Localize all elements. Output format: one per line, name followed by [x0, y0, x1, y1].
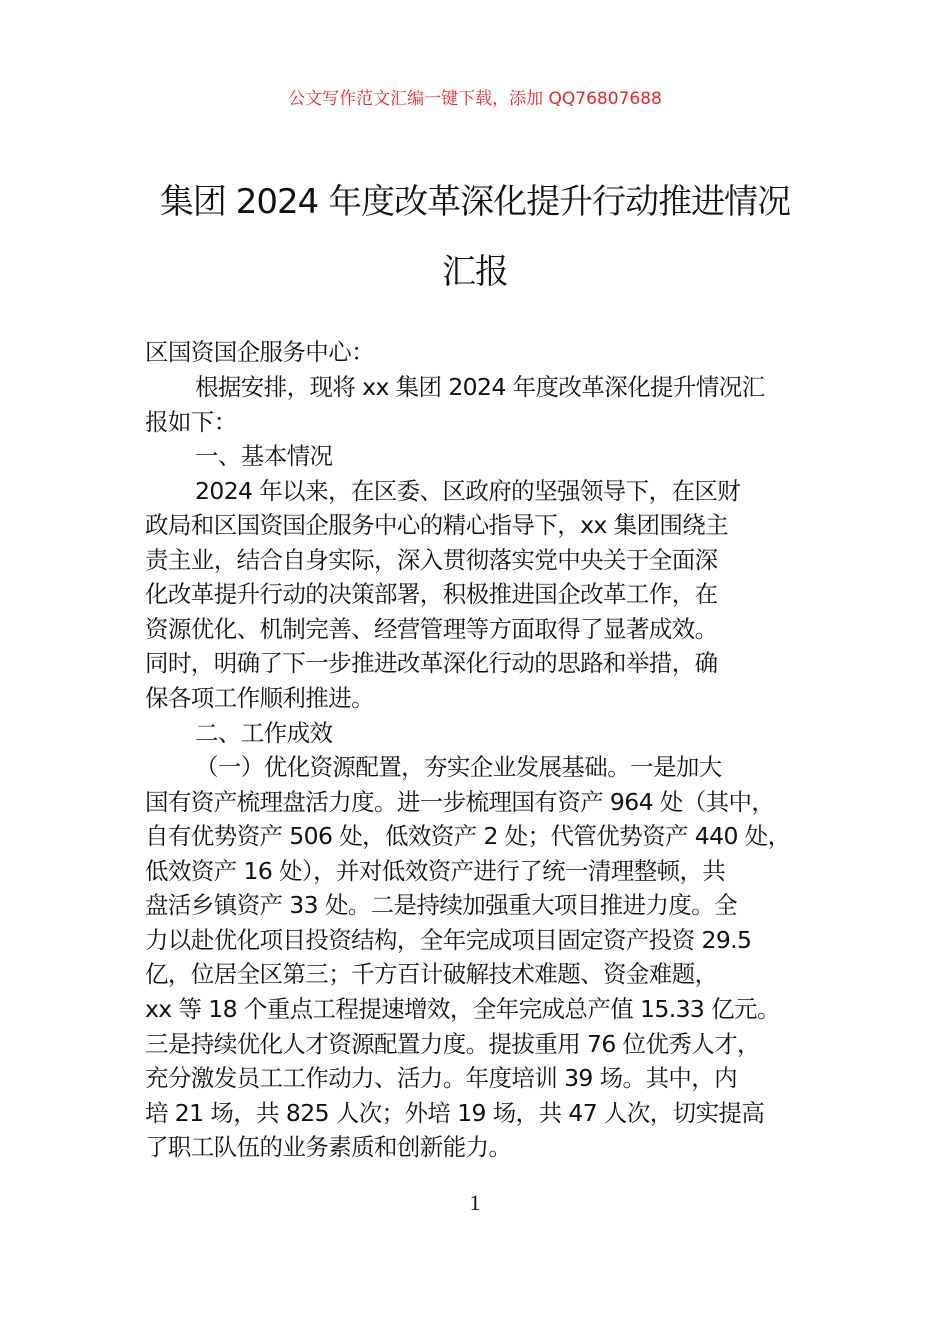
body-line: 自有优势资产 506 处，低效资产 2 处；代管优势资产 440 处，	[145, 822, 791, 850]
body-line: xx 等 18 个重点工程提速增效，全年完成总产值 15.33 亿元。	[145, 995, 780, 1023]
section-heading-basic: 一、基本情况	[195, 442, 333, 470]
document-title-line-1: 集团 2024 年度改革深化提升行动推进情况	[159, 182, 791, 222]
page-number: 1	[469, 1190, 481, 1215]
body-line: 了职工队伍的业务素质和创新能力。	[145, 1133, 512, 1161]
body-line: 化改革提升行动的决策部署，积极推进国企改革工作，在	[145, 580, 718, 608]
body-line: 力以赴优化项目投资结构，全年完成项目固定资产投资 29.5	[145, 926, 752, 954]
body-line: 国有资产梳理盘活力度。进一步梳理国有资产 964 处（其中，	[145, 788, 775, 816]
salutation: 区国资国企服务中心：	[145, 338, 374, 366]
document-title-line-2: 汇报	[442, 252, 508, 292]
body-line: 政局和区国资国企服务中心的精心指导下，xx 集团围绕主	[145, 511, 729, 539]
body-line: 同时，明确了下一步推进改革深化行动的思路和举措，确	[145, 649, 718, 677]
body-line: 根据安排，现将 xx 集团 2024 年度改革深化提升情况汇	[195, 373, 765, 401]
body-line: 低效资产 16 处），并对低效资产进行了统一清理整顿，共	[145, 857, 726, 885]
body-line: 培 21 场，共 825 人次；外培 19 场，共 47 人次，切实提高	[145, 1099, 765, 1127]
body-line: 责主业，结合自身实际，深入贯彻落实党中央关于全面深	[145, 546, 718, 574]
body-line: 2024 年以来，在区委、区政府的坚强领导下，在区财	[195, 477, 741, 505]
section-heading-results: 二、工作成效	[195, 719, 333, 747]
body-line: 保各项工作顺利推进。	[145, 684, 374, 712]
body-line: 报如下：	[145, 408, 237, 436]
body-line: 充分激发员工工作动力、活力。年度培训 39 场。其中，内	[145, 1064, 738, 1092]
subsection-heading: （一）优化资源配置，夯实企业发展基础。一是加大	[195, 753, 722, 781]
body-line: 盘活乡镇资产 33 处。二是持续加强重大项目推进力度。全	[145, 891, 738, 919]
body-line: 亿，位居全区第三；千方百计破解技术难题、资金难题，	[145, 960, 718, 988]
body-line: 三是持续优化人才资源配置力度。提拔重用 76 位优秀人才，	[145, 1030, 760, 1058]
header-banner: 公文写作范文汇编一键下载，添加 QQ76807688	[288, 89, 662, 109]
body-line: 资源优化、机制完善、经营管理等方面取得了显著成效。	[145, 615, 718, 643]
